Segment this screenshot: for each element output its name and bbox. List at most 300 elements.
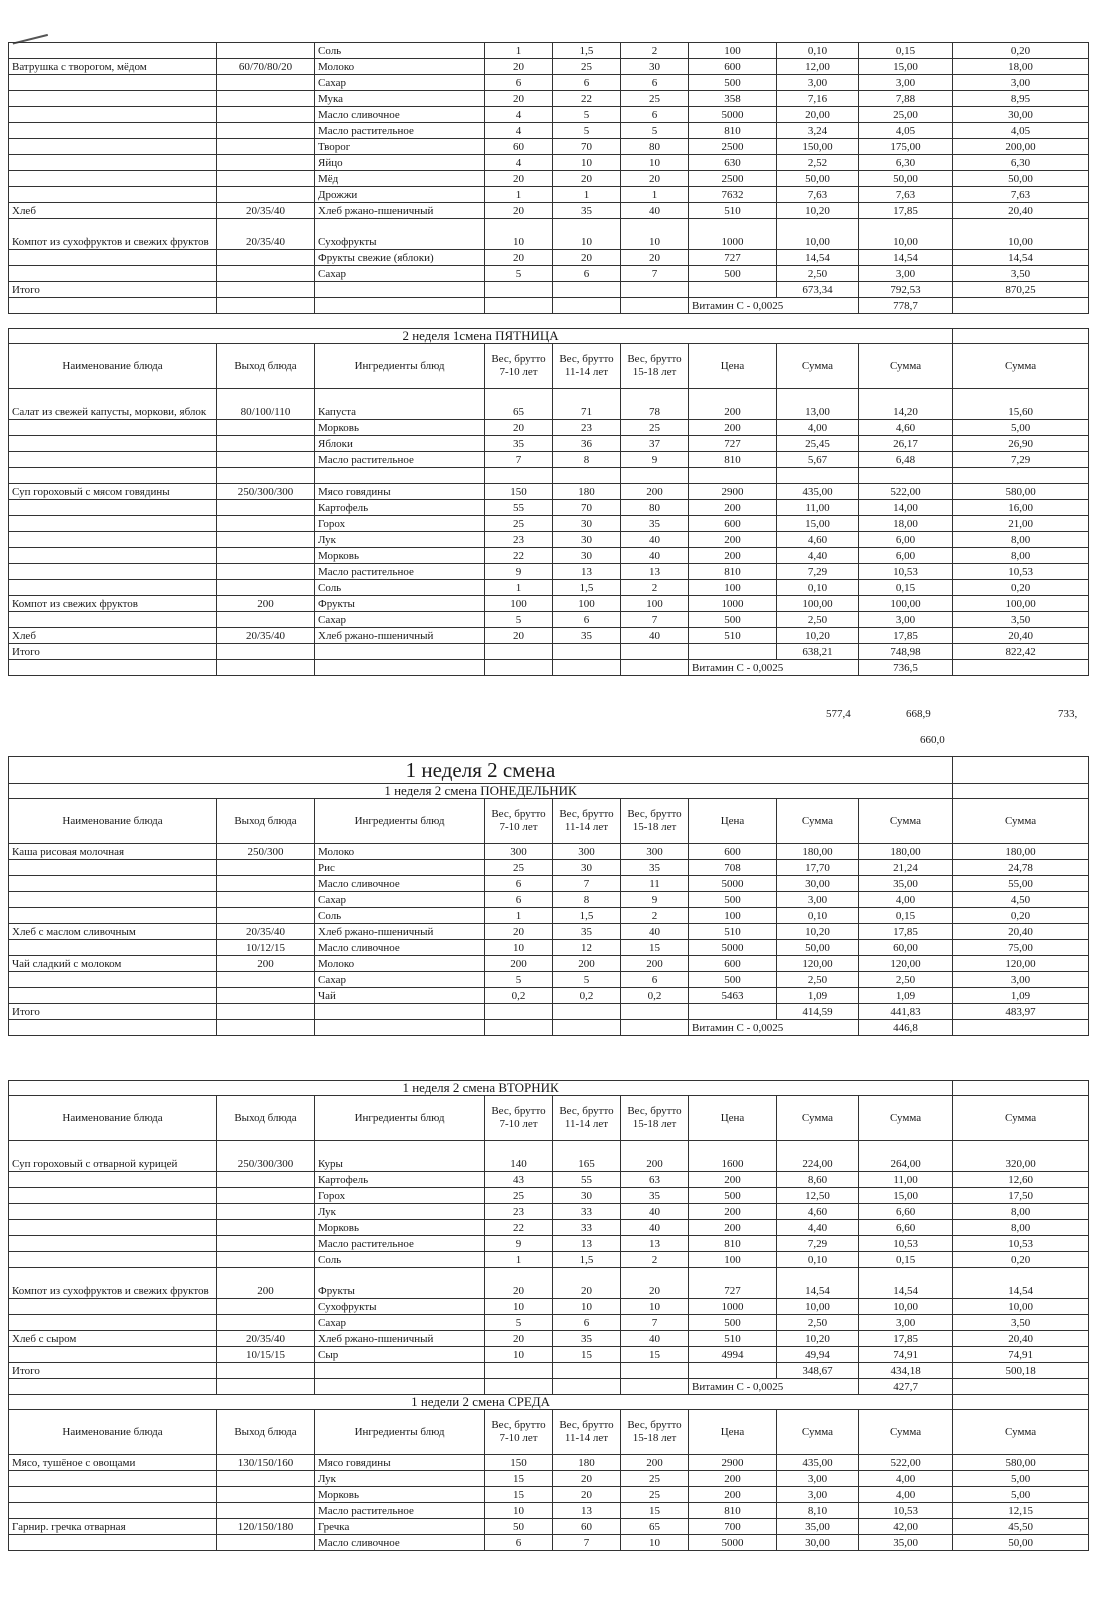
value-cell: 17,85 xyxy=(859,1331,953,1347)
value-cell: 20/35/40 xyxy=(217,628,315,644)
value-cell: 30 xyxy=(553,1188,621,1204)
value-cell: 100,00 xyxy=(859,596,953,612)
ingredient-cell: Соль xyxy=(315,908,485,924)
value-cell: 14,54 xyxy=(859,250,953,266)
dish-cell xyxy=(9,250,217,266)
value-cell: 20 xyxy=(553,1471,621,1487)
value-cell xyxy=(217,1220,315,1236)
dish-cell: Хлеб с сыром xyxy=(9,1331,217,1347)
value-cell: 2,50 xyxy=(777,972,859,988)
value-cell: 65 xyxy=(485,389,553,420)
value-cell xyxy=(553,282,621,298)
value-cell: 522,00 xyxy=(859,484,953,500)
value-cell: 8,00 xyxy=(953,532,1089,548)
value-cell: 8,00 xyxy=(953,548,1089,564)
value-cell: 23 xyxy=(553,420,621,436)
dish-cell xyxy=(9,876,217,892)
blank-cell xyxy=(553,298,621,314)
value-cell: 20,40 xyxy=(953,1331,1089,1347)
ingredient-cell: Молоко xyxy=(315,844,485,860)
value-cell: 435,00 xyxy=(777,1455,859,1471)
value-cell: 6 xyxy=(553,612,621,628)
column-header: Выход блюда xyxy=(217,1096,315,1141)
dish-cell xyxy=(9,1236,217,1252)
table-row xyxy=(9,1471,1089,1487)
table-row xyxy=(9,988,1089,1004)
value-cell: 9 xyxy=(485,1236,553,1252)
ingredient-cell: Картофель xyxy=(315,500,485,516)
table-row xyxy=(9,203,1089,219)
value-cell: 100 xyxy=(689,580,777,596)
ingredient-cell: Морковь xyxy=(315,1220,485,1236)
value-cell: 510 xyxy=(689,628,777,644)
value-cell: 6 xyxy=(485,1535,553,1551)
vitamin-row xyxy=(9,660,1089,676)
blank-cell xyxy=(553,1379,621,1395)
value-cell: 3,00 xyxy=(777,75,859,91)
value-cell: 9 xyxy=(621,452,689,468)
value-cell: 50,00 xyxy=(777,171,859,187)
value-cell: 65 xyxy=(621,1519,689,1535)
menu-table-friday xyxy=(8,328,1089,676)
ingredient-cell: Лук xyxy=(315,1204,485,1220)
value-cell: 20 xyxy=(485,171,553,187)
value-cell: 5,00 xyxy=(953,1471,1089,1487)
column-header: Сумма xyxy=(859,799,953,844)
value-cell: 13 xyxy=(621,564,689,580)
value-cell: 13 xyxy=(553,564,621,580)
value-cell: 727 xyxy=(689,1268,777,1299)
value-cell: 25 xyxy=(553,59,621,75)
value-cell: 180,00 xyxy=(953,844,1089,860)
value-cell: 200 xyxy=(621,1455,689,1471)
value-cell xyxy=(217,860,315,876)
menu-table-tuesday xyxy=(8,1080,1089,1551)
dish-cell xyxy=(9,548,217,564)
dish-cell xyxy=(9,532,217,548)
value-cell xyxy=(217,1004,315,1020)
value-cell xyxy=(217,548,315,564)
value-cell: 4,60 xyxy=(859,420,953,436)
table-row xyxy=(9,1268,1089,1299)
dish-cell: Хлеб xyxy=(9,203,217,219)
dish-cell xyxy=(9,580,217,596)
output-cell xyxy=(217,250,315,266)
value-cell: 13 xyxy=(621,1236,689,1252)
value-cell: 510 xyxy=(689,924,777,940)
value-cell: 2,52 xyxy=(777,155,859,171)
value-cell: 810 xyxy=(689,452,777,468)
value-cell: 300 xyxy=(621,844,689,860)
value-cell: 580,00 xyxy=(953,484,1089,500)
value-cell: 30 xyxy=(553,548,621,564)
table-row xyxy=(9,123,1089,139)
dish-cell xyxy=(9,266,217,282)
value-cell: 100 xyxy=(689,908,777,924)
value-cell: 7 xyxy=(553,1535,621,1551)
value-cell: 500 xyxy=(689,266,777,282)
value-cell: 130/150/160 xyxy=(217,1455,315,1471)
value-cell: 2 xyxy=(621,43,689,59)
section-title-row xyxy=(9,784,1089,799)
value-cell: 30 xyxy=(553,516,621,532)
value-cell: 20/35/40 xyxy=(217,203,315,219)
ingredient-cell: Картофель xyxy=(315,1172,485,1188)
ingredient-cell: Соль xyxy=(315,580,485,596)
header-row xyxy=(9,1096,1089,1141)
value-cell: 0,2 xyxy=(621,988,689,1004)
value-cell: 35 xyxy=(621,1188,689,1204)
value-cell xyxy=(217,1487,315,1503)
ingredient-cell: Масло растительное xyxy=(315,564,485,580)
loose-value-c: 733, xyxy=(1058,708,1078,720)
vitamin-label: Витамин С - 0,0025 xyxy=(689,298,859,314)
dish-cell: Итого xyxy=(9,1363,217,1379)
blank-cell xyxy=(9,1379,217,1395)
column-header: Сумма xyxy=(953,1410,1089,1455)
dish-cell xyxy=(9,892,217,908)
column-header: Цена xyxy=(689,1410,777,1455)
value-cell: 810 xyxy=(689,564,777,580)
value-cell: 23 xyxy=(485,532,553,548)
value-cell xyxy=(217,1252,315,1268)
value-cell xyxy=(689,468,777,484)
blank-cell xyxy=(621,1020,689,1036)
blank-cell xyxy=(217,1379,315,1395)
table-row xyxy=(9,1204,1089,1220)
value-cell xyxy=(217,139,315,155)
value-cell: 8 xyxy=(553,452,621,468)
ingredient-cell: Фрукты xyxy=(315,596,485,612)
value-cell: 15 xyxy=(485,1487,553,1503)
value-cell xyxy=(217,644,315,660)
value-cell: 200 xyxy=(689,548,777,564)
value-cell: 50 xyxy=(485,1519,553,1535)
value-cell: 0,10 xyxy=(777,1252,859,1268)
value-cell: 8,10 xyxy=(777,1503,859,1519)
table-row xyxy=(9,1252,1089,1268)
value-cell: 10 xyxy=(553,219,621,250)
value-cell: 14,00 xyxy=(859,500,953,516)
dish-cell xyxy=(9,1347,217,1363)
value-cell: 200 xyxy=(689,1204,777,1220)
value-cell: 7,63 xyxy=(777,187,859,203)
blank-cell xyxy=(315,298,485,314)
vitamin-row xyxy=(9,1020,1089,1036)
value-cell: 3,50 xyxy=(953,266,1089,282)
column-header: Вес, брутто 7-10 лет xyxy=(485,799,553,844)
value-cell: 5 xyxy=(553,107,621,123)
table-row xyxy=(9,628,1089,644)
value-cell: 35,00 xyxy=(777,1519,859,1535)
value-cell: 7,29 xyxy=(777,1236,859,1252)
section-title-row xyxy=(9,1081,1089,1096)
value-cell: 4,00 xyxy=(859,1487,953,1503)
value-cell: 100 xyxy=(689,1252,777,1268)
value-cell xyxy=(217,91,315,107)
table-row xyxy=(9,155,1089,171)
column-header: Сумма xyxy=(859,1096,953,1141)
value-cell: 7,88 xyxy=(859,91,953,107)
value-cell: 200,00 xyxy=(953,139,1089,155)
value-cell: 7,29 xyxy=(777,564,859,580)
value-cell xyxy=(217,1172,315,1188)
dish-cell xyxy=(9,171,217,187)
value-cell xyxy=(485,1004,553,1020)
section-title: 1 недели 2 смена СРЕДА xyxy=(9,1395,953,1410)
vitamin-value: 778,7 xyxy=(859,298,953,314)
value-cell: 100 xyxy=(621,596,689,612)
vitamin-value: 446,8 xyxy=(859,1020,953,1036)
value-cell: 2500 xyxy=(689,139,777,155)
totals-row xyxy=(9,1363,1089,1379)
dish-cell xyxy=(9,500,217,516)
value-cell: 80 xyxy=(621,500,689,516)
value-cell: 250/300/300 xyxy=(217,484,315,500)
value-cell: 49,94 xyxy=(777,1347,859,1363)
value-cell: 33 xyxy=(553,1220,621,1236)
dish-cell: Итого xyxy=(9,282,217,298)
value-cell: 792,53 xyxy=(859,282,953,298)
value-cell: 12,00 xyxy=(777,59,859,75)
value-cell xyxy=(217,500,315,516)
value-cell: 9 xyxy=(485,564,553,580)
dish-cell xyxy=(9,860,217,876)
value-cell: 748,98 xyxy=(859,644,953,660)
value-cell: 727 xyxy=(689,436,777,452)
value-cell xyxy=(859,468,953,484)
value-cell: 0,15 xyxy=(859,580,953,596)
value-cell: 150 xyxy=(485,484,553,500)
value-cell: 165 xyxy=(553,1141,621,1172)
spacer-row xyxy=(9,468,1089,484)
column-header: Выход блюда xyxy=(217,1410,315,1455)
blank-cell xyxy=(315,660,485,676)
value-cell: 4,00 xyxy=(859,892,953,908)
value-cell: 2,50 xyxy=(777,1315,859,1331)
value-cell: 727 xyxy=(689,250,777,266)
value-cell xyxy=(689,1004,777,1020)
output-cell: 20/35/40 xyxy=(217,219,315,250)
column-header: Выход блюда xyxy=(217,344,315,389)
value-cell: 17,50 xyxy=(953,1188,1089,1204)
column-header: Выход блюда xyxy=(217,799,315,844)
totals-row xyxy=(9,644,1089,660)
value-cell: 10/15/15 xyxy=(217,1347,315,1363)
value-cell: 10,00 xyxy=(777,219,859,250)
column-header: Сумма xyxy=(777,344,859,389)
ingredient-cell: Хлеб ржано-пшеничный xyxy=(315,924,485,940)
value-cell: 37 xyxy=(621,436,689,452)
dish-cell xyxy=(9,91,217,107)
dish-cell xyxy=(9,1487,217,1503)
ingredient-cell: Сахар xyxy=(315,972,485,988)
value-cell: 200 xyxy=(689,532,777,548)
value-cell xyxy=(553,644,621,660)
blank-cell xyxy=(953,757,1089,784)
output-cell: 80/100/110 xyxy=(217,389,315,420)
value-cell: 500 xyxy=(689,972,777,988)
value-cell: 483,97 xyxy=(953,1004,1089,1020)
value-cell: 0,20 xyxy=(953,908,1089,924)
column-header: Цена xyxy=(689,1096,777,1141)
loose-value-a: 577,4 xyxy=(826,708,851,720)
value-cell: 638,21 xyxy=(777,644,859,660)
value-cell: 8,00 xyxy=(953,1220,1089,1236)
value-cell: 441,83 xyxy=(859,1004,953,1020)
value-cell: 2 xyxy=(621,1252,689,1268)
value-cell xyxy=(621,468,689,484)
value-cell: 0,2 xyxy=(485,988,553,1004)
table-row xyxy=(9,452,1089,468)
ingredient-cell xyxy=(315,1363,485,1379)
value-cell: 20 xyxy=(485,1268,553,1299)
ingredient-cell: Сахар xyxy=(315,1315,485,1331)
value-cell: 250/300 xyxy=(217,844,315,860)
value-cell: 78 xyxy=(621,389,689,420)
value-cell: 30,00 xyxy=(953,107,1089,123)
value-cell: 17,85 xyxy=(859,628,953,644)
dish-cell xyxy=(9,107,217,123)
value-cell: 7 xyxy=(621,266,689,282)
value-cell: 10,20 xyxy=(777,203,859,219)
value-cell: 10,00 xyxy=(953,219,1089,250)
value-cell: 20 xyxy=(485,203,553,219)
value-cell: 180 xyxy=(553,484,621,500)
value-cell: 580,00 xyxy=(953,1455,1089,1471)
value-cell: 100,00 xyxy=(953,596,1089,612)
value-cell: 2,50 xyxy=(777,266,859,282)
value-cell xyxy=(621,282,689,298)
value-cell: 5 xyxy=(621,123,689,139)
dish-cell xyxy=(9,972,217,988)
value-cell: 10 xyxy=(485,1299,553,1315)
value-cell: 40 xyxy=(621,203,689,219)
value-cell: 120,00 xyxy=(777,956,859,972)
ingredient-cell: Сухофрукты xyxy=(315,1299,485,1315)
value-cell: 7632 xyxy=(689,187,777,203)
vitamin-label: Витамин С - 0,0025 xyxy=(689,1020,859,1036)
value-cell: 6 xyxy=(485,876,553,892)
dish-cell xyxy=(9,1220,217,1236)
value-cell: 36 xyxy=(553,436,621,452)
header-row xyxy=(9,1410,1089,1455)
output-cell: 200 xyxy=(217,1268,315,1299)
value-cell: 0,2 xyxy=(553,988,621,1004)
value-cell xyxy=(217,1188,315,1204)
value-cell: 1,5 xyxy=(553,43,621,59)
value-cell: 3,00 xyxy=(953,972,1089,988)
ingredient-cell xyxy=(315,282,485,298)
value-cell: 40 xyxy=(621,628,689,644)
value-cell: 810 xyxy=(689,1503,777,1519)
value-cell xyxy=(217,972,315,988)
column-header: Цена xyxy=(689,799,777,844)
value-cell: 10/12/15 xyxy=(217,940,315,956)
value-cell: 20 xyxy=(485,924,553,940)
ingredient-cell: Чай xyxy=(315,988,485,1004)
value-cell: 10,53 xyxy=(953,1236,1089,1252)
value-cell: 3,00 xyxy=(859,266,953,282)
loose-value-b: 668,9 xyxy=(906,708,931,720)
column-header: Ингредиенты блюд xyxy=(315,1096,485,1141)
ingredient-cell: Мясо говядины xyxy=(315,1455,485,1471)
column-header: Вес, брутто 11-14 лет xyxy=(553,1410,621,1455)
value-cell: 2900 xyxy=(689,1455,777,1471)
ingredient-cell: Масло сливочное xyxy=(315,107,485,123)
column-header: Сумма xyxy=(953,799,1089,844)
value-cell: 8,60 xyxy=(777,1172,859,1188)
value-cell: 40 xyxy=(621,1331,689,1347)
dish-cell xyxy=(9,612,217,628)
value-cell: 100 xyxy=(689,43,777,59)
blank-cell xyxy=(621,660,689,676)
dish-cell xyxy=(9,988,217,1004)
header-row xyxy=(9,344,1089,389)
column-header: Сумма xyxy=(953,1096,1089,1141)
value-cell xyxy=(621,1004,689,1020)
table-row xyxy=(9,580,1089,596)
blank-cell xyxy=(315,1379,485,1395)
value-cell: 8,95 xyxy=(953,91,1089,107)
column-header: Вес, брутто 7-10 лет xyxy=(485,1096,553,1141)
value-cell: 6 xyxy=(553,1315,621,1331)
blank-cell xyxy=(485,298,553,314)
dish-cell xyxy=(9,123,217,139)
value-cell: 63 xyxy=(621,1172,689,1188)
value-cell: 55 xyxy=(553,1172,621,1188)
value-cell: 200 xyxy=(689,420,777,436)
value-cell: 140 xyxy=(485,1141,553,1172)
value-cell: 200 xyxy=(621,484,689,500)
value-cell: 40 xyxy=(621,548,689,564)
table-row xyxy=(9,940,1089,956)
ingredient-cell: Гречка xyxy=(315,1519,485,1535)
value-cell: 33 xyxy=(553,1204,621,1220)
dish-cell: Компот из сухофруктов и свежих фруктов xyxy=(9,1268,217,1299)
blank-cell xyxy=(485,660,553,676)
ingredient-cell: Масло растительное xyxy=(315,1503,485,1519)
value-cell: 10,00 xyxy=(859,219,953,250)
value-cell: 5000 xyxy=(689,107,777,123)
table-row xyxy=(9,389,1089,420)
value-cell: 13 xyxy=(553,1236,621,1252)
value-cell: 200 xyxy=(689,389,777,420)
table-row xyxy=(9,43,1089,59)
dish-cell xyxy=(9,436,217,452)
value-cell: 43 xyxy=(485,1172,553,1188)
table-row xyxy=(9,548,1089,564)
ingredient-cell: Сыр xyxy=(315,1347,485,1363)
value-cell: 7,29 xyxy=(953,452,1089,468)
column-header: Сумма xyxy=(777,1410,859,1455)
value-cell: 5,00 xyxy=(953,1487,1089,1503)
value-cell: 10 xyxy=(485,1503,553,1519)
value-cell: 4,50 xyxy=(953,892,1089,908)
value-cell: 14,20 xyxy=(859,389,953,420)
dish-cell xyxy=(9,1172,217,1188)
ingredient-cell: Морковь xyxy=(315,548,485,564)
value-cell: 50,00 xyxy=(859,171,953,187)
value-cell: 4,60 xyxy=(777,532,859,548)
value-cell xyxy=(217,43,315,59)
vitamin-label: Витамин С - 0,0025 xyxy=(689,660,859,676)
value-cell: 17,70 xyxy=(777,860,859,876)
value-cell xyxy=(217,516,315,532)
column-header: Сумма xyxy=(859,344,953,389)
value-cell: 30,00 xyxy=(777,876,859,892)
value-cell: 20 xyxy=(485,420,553,436)
